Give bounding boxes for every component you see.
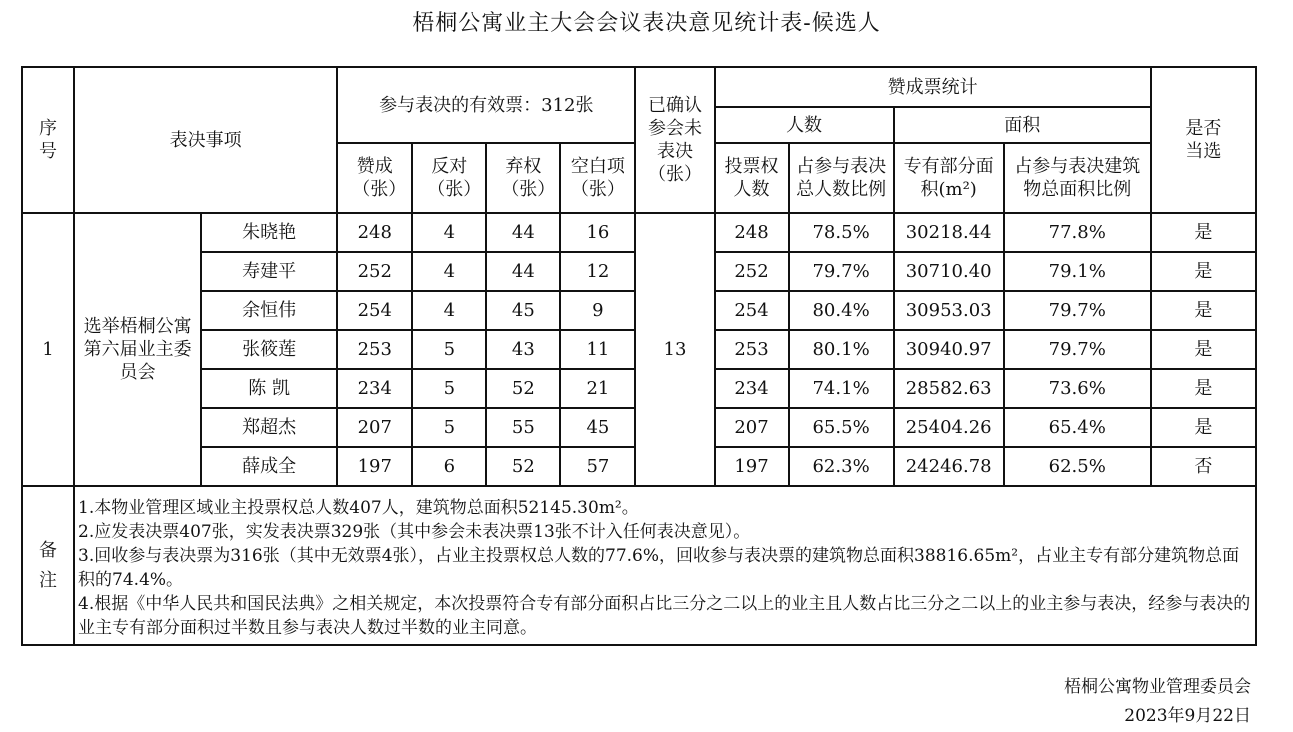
candidate-name: 薛成全 — [201, 447, 337, 486]
approve-count: 207 — [337, 408, 412, 447]
confirmed-unvoted-count: 13 — [635, 213, 714, 486]
header-abstain: 弃权（张） — [486, 143, 560, 213]
candidate-name: 朱晓艳 — [201, 213, 337, 252]
footer-organization: 梧桐公寓物业管理委员会 — [1064, 677, 1251, 697]
header-approve: 赞成（张） — [337, 143, 412, 213]
blank-count: 12 — [560, 252, 635, 291]
exclusive-area: 30953.03 — [894, 291, 1004, 330]
exclusive-area: 30940.97 — [894, 330, 1004, 369]
voters-count: 197 — [715, 447, 789, 486]
candidate-name: 郑超杰 — [201, 408, 337, 447]
candidate-name: 寿建平 — [201, 252, 337, 291]
voters-pct: 62.3% — [789, 447, 894, 486]
area-pct: 73.6% — [1004, 369, 1151, 408]
exclusive-area: 28582.63 — [894, 369, 1004, 408]
exclusive-area: 30218.44 — [894, 213, 1004, 252]
header-seq: 序号 — [22, 67, 74, 213]
note-line: 2.应发表决票407张，实发表决票329张（其中参会未表决票13张不计入任何表决意见）。 — [78, 522, 751, 542]
elected-status: 是 — [1151, 213, 1256, 252]
notes-label: 备注 — [22, 486, 74, 645]
approve-count: 253 — [337, 330, 412, 369]
candidate-name: 陈 凯 — [201, 369, 337, 408]
oppose-count: 4 — [412, 291, 486, 330]
abstain-count: 52 — [486, 369, 560, 408]
blank-count: 21 — [560, 369, 635, 408]
voters-count: 248 — [715, 213, 789, 252]
candidate-name: 张筱莲 — [201, 330, 337, 369]
elected-status: 是 — [1151, 252, 1256, 291]
exclusive-area: 25404.26 — [894, 408, 1004, 447]
voters-pct: 78.5% — [789, 213, 894, 252]
area-pct: 65.4% — [1004, 408, 1151, 447]
exclusive-area: 30710.40 — [894, 252, 1004, 291]
blank-count: 9 — [560, 291, 635, 330]
voters-count: 253 — [715, 330, 789, 369]
exclusive-area: 24246.78 — [894, 447, 1004, 486]
note-line: 4.根据《中华人民共和国民法典》之相关规定，本次投票符合专有部分面积占比三分之二以上的业主且人数占比三分之二以上的业主参与表决，经参与表决的业主专有部分面积过半数且参与表决人数过半数的业主同意。 — [78, 594, 1251, 638]
voters-count: 207 — [715, 408, 789, 447]
oppose-count: 4 — [412, 213, 486, 252]
abstain-count: 55 — [486, 408, 560, 447]
blank-count: 45 — [560, 408, 635, 447]
header-voters: 投票权人数 — [715, 143, 789, 213]
blank-count: 57 — [560, 447, 635, 486]
oppose-count: 5 — [412, 369, 486, 408]
elected-status: 是 — [1151, 408, 1256, 447]
oppose-count: 4 — [412, 252, 486, 291]
voters-pct: 80.1% — [789, 330, 894, 369]
approve-count: 252 — [337, 252, 412, 291]
oppose-count: 5 — [412, 330, 486, 369]
approve-count: 254 — [337, 291, 412, 330]
header-area: 面积 — [894, 107, 1151, 143]
header-voters-pct: 占参与表决总人数比例 — [789, 143, 894, 213]
header-item: 表决事项 — [74, 67, 337, 213]
approve-count: 197 — [337, 447, 412, 486]
header-elected: 是否当选 — [1151, 67, 1256, 213]
approve-count: 248 — [337, 213, 412, 252]
abstain-count: 52 — [486, 447, 560, 486]
voters-pct: 79.7% — [789, 252, 894, 291]
header-valid-votes: 参与表决的有效票：312张 — [337, 67, 635, 143]
voters-count: 252 — [715, 252, 789, 291]
table-row — [22, 213, 1256, 252]
area-pct: 79.7% — [1004, 291, 1151, 330]
area-pct: 79.7% — [1004, 330, 1151, 369]
voters-pct: 74.1% — [789, 369, 894, 408]
note-line: 3.回收参与表决票为316张（其中无效票4张），占业主投票权总人数的77.6%，回收参与表决票的建筑物总面积38816.65m²，占业主专有部分建筑物总面积的74.4%。 — [78, 546, 1240, 590]
abstain-count: 44 — [486, 213, 560, 252]
approve-count: 234 — [337, 369, 412, 408]
notes-row — [22, 486, 1256, 645]
abstain-count: 45 — [486, 291, 560, 330]
page-title: 梧桐公寓业主大会会议表决意见统计表-候选人 — [412, 11, 881, 36]
header-oppose: 反对（张） — [412, 143, 486, 213]
blank-count: 16 — [560, 213, 635, 252]
area-pct: 77.8% — [1004, 213, 1151, 252]
abstain-count: 43 — [486, 330, 560, 369]
abstain-count: 44 — [486, 252, 560, 291]
blank-count: 11 — [560, 330, 635, 369]
area-pct: 62.5% — [1004, 447, 1151, 486]
row-seq: 1 — [22, 213, 74, 486]
elected-status: 是 — [1151, 330, 1256, 369]
notes-content — [74, 486, 1256, 645]
header-exclusive-area: 专有部分面积(m²) — [894, 143, 1004, 213]
header-confirmed-unvoted: 已确认参会未表决（张） — [635, 67, 714, 213]
row-item: 选举梧桐公寓第六届业主委员会 — [74, 213, 201, 486]
elected-status: 是 — [1151, 369, 1256, 408]
footer-date: 2023年9月22日 — [1124, 706, 1251, 726]
voters-pct: 80.4% — [789, 291, 894, 330]
elected-status: 是 — [1151, 291, 1256, 330]
header-area-pct: 占参与表决建筑物总面积比例 — [1004, 143, 1151, 213]
candidate-name: 余恒伟 — [201, 291, 337, 330]
voters-count: 234 — [715, 369, 789, 408]
voters-count: 254 — [715, 291, 789, 330]
elected-status: 否 — [1151, 447, 1256, 486]
area-pct: 79.1% — [1004, 252, 1151, 291]
voters-pct: 65.5% — [789, 408, 894, 447]
oppose-count: 5 — [412, 408, 486, 447]
vote-statistics-table — [21, 66, 1257, 646]
header-blank: 空白项（张） — [560, 143, 635, 213]
note-line: 1.本物业管理区域业主投票权总人数407人，建筑物总面积52145.30m²。 — [78, 498, 639, 518]
oppose-count: 6 — [412, 447, 486, 486]
header-people: 人数 — [715, 107, 894, 143]
header-approve-stats: 赞成票统计 — [715, 67, 1151, 107]
